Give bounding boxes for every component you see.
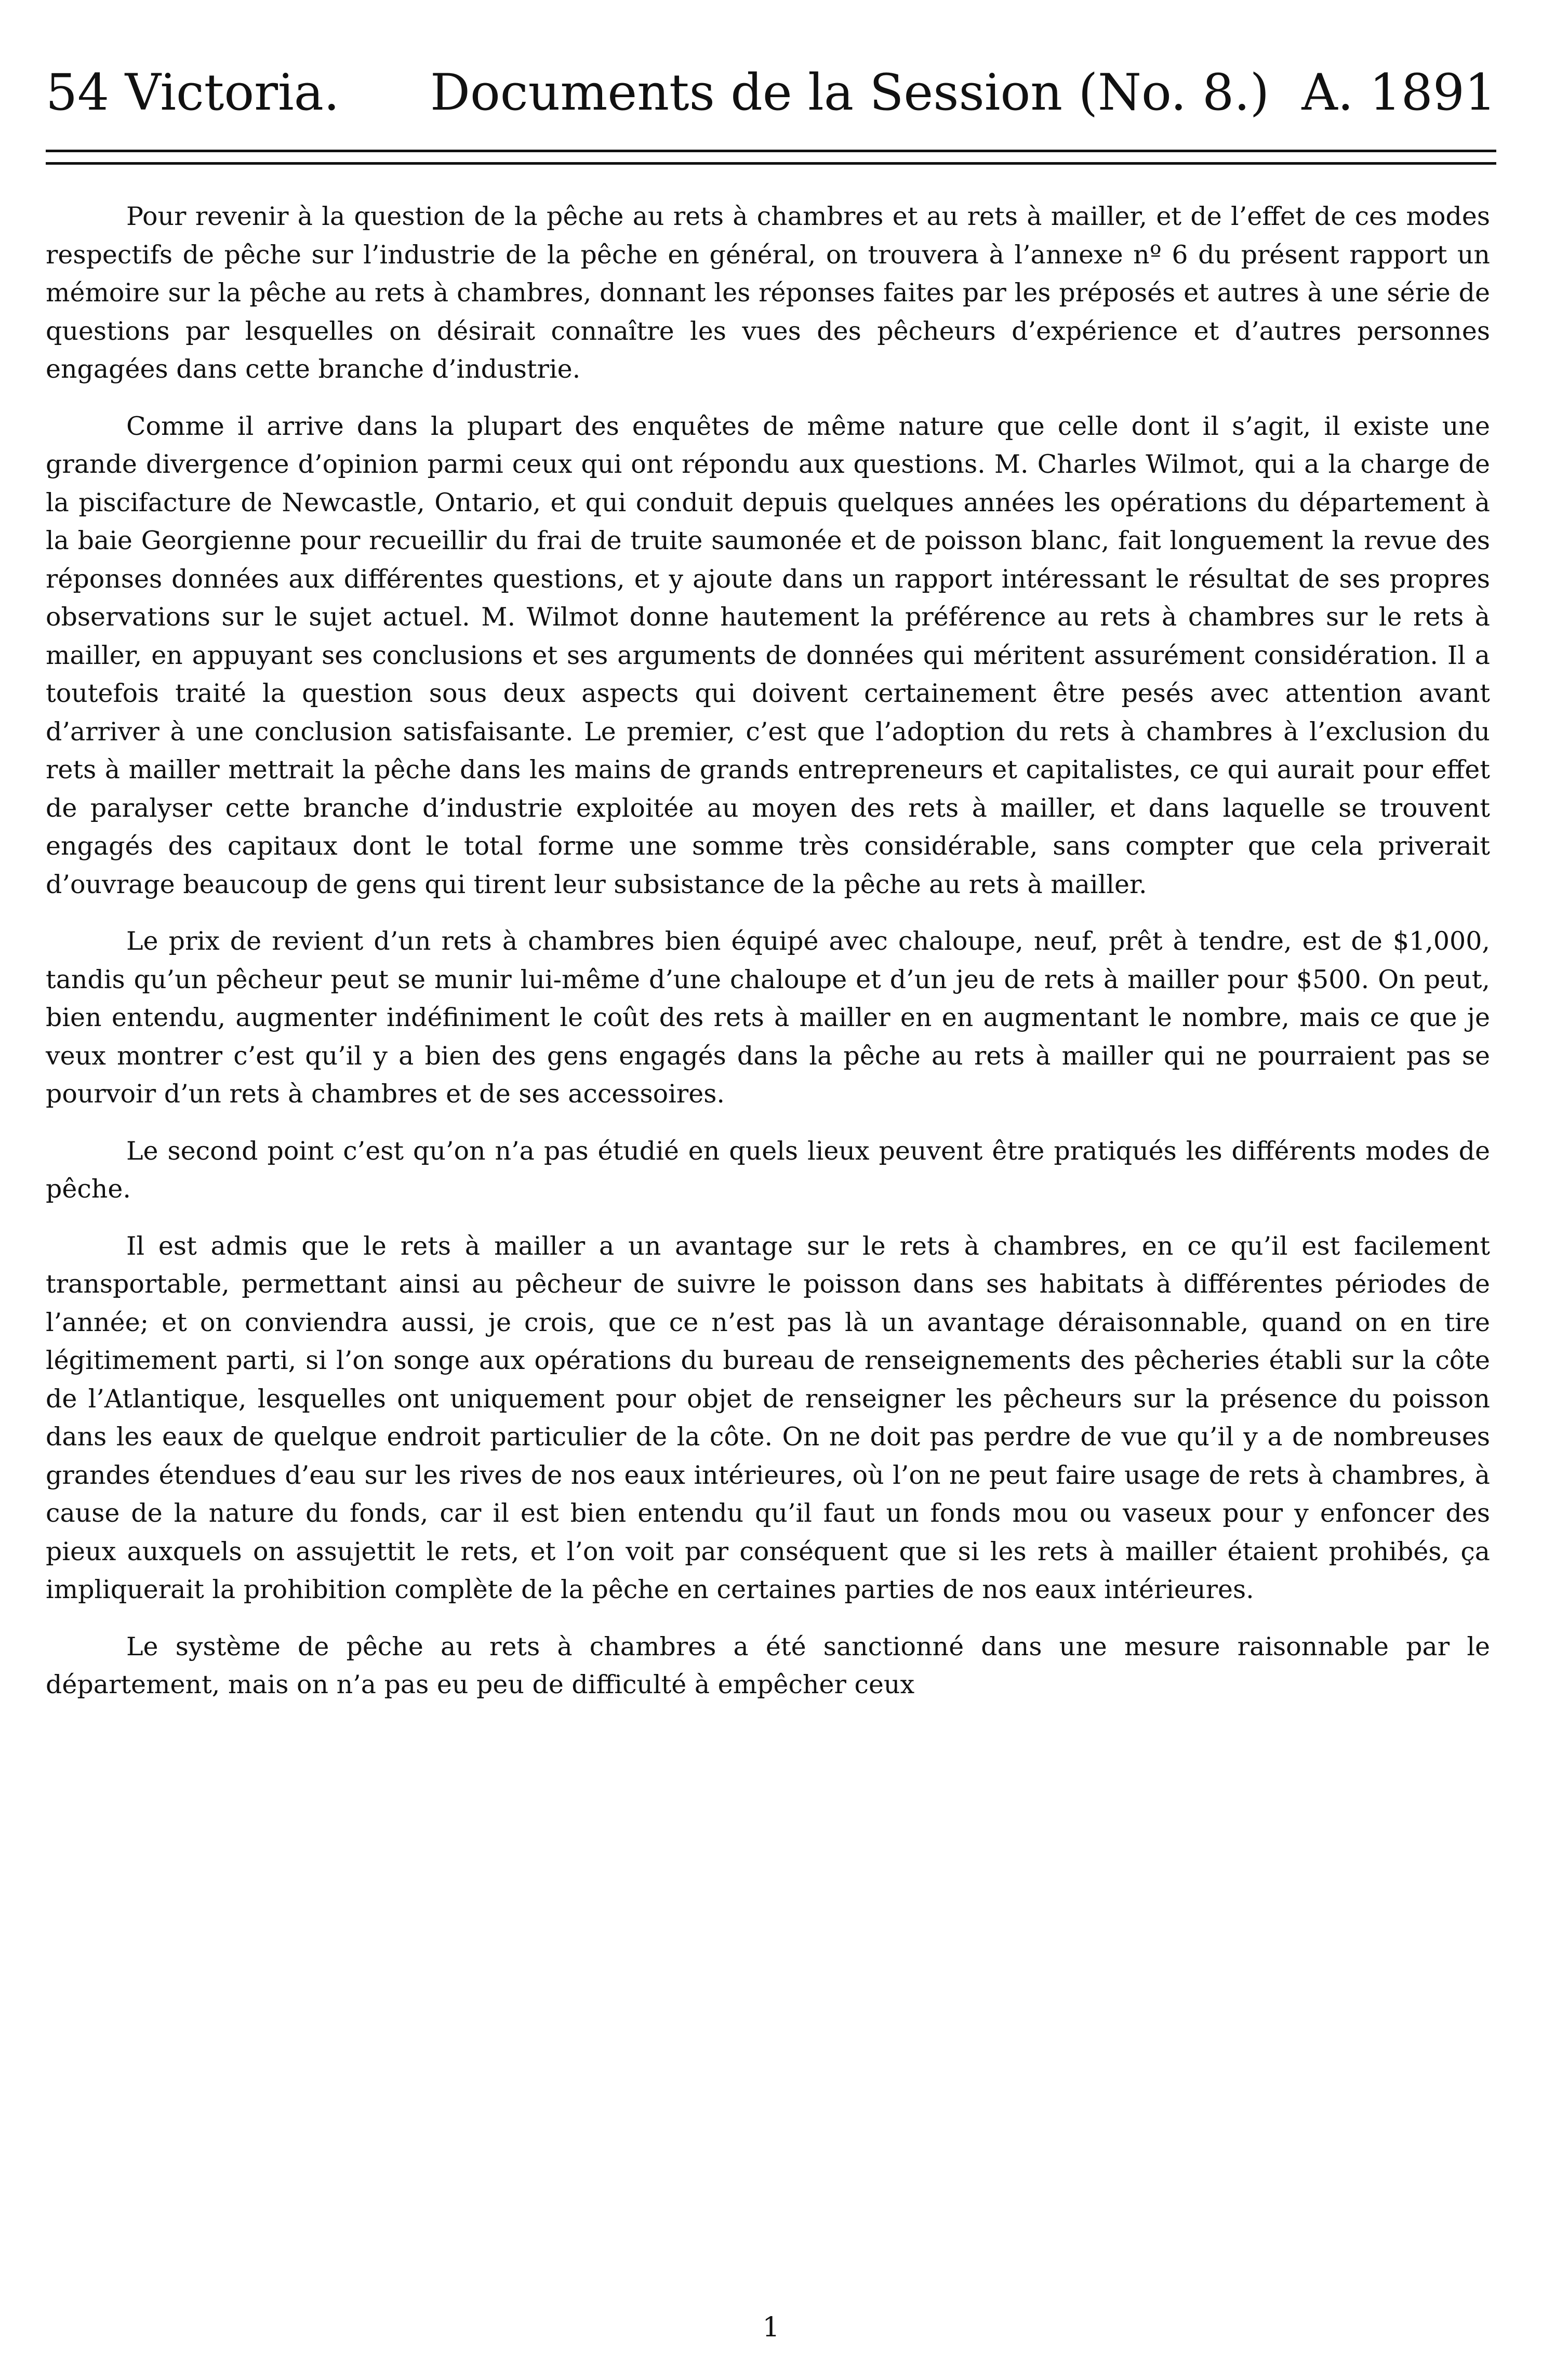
body-text: [46, 197, 1490, 1723]
page-number: 1: [762, 2312, 780, 2343]
header-year: A. 1891: [1301, 63, 1496, 122]
paragraph: Le système de pêche au rets à chambres a été sanctionné dans une mesure raisonnable par le département, mais on n’a pas eu peu de difficulté à empêcher ceux: [46, 1631, 1490, 1699]
paragraph: Il est admis que le rets à mailler a un avantage sur le rets à chambres, en ce qu’il est facilement transportable, permettant ainsi au pêcheur de suivre le poisson dans ses habitats à différentes périodes de l’année; et on conviendra aussi, je crois, que ce n’est pas là un avantage déraisonnable, quand on en tire légitimement parti, si l’on songe aux opérations du bureau de renseignements des pêcheries établi sur la côte de l’Atlantique, lesquelles ont uniquement pour objet de renseigner les pêcheurs sur la présence du poisson dans les eaux de quelque endroit particulier de la côte. On ne doit pas perdre de vue qu’il y a de nombreuses grandes étendues d’eau sur les rives de nos eaux intérieures, où l’on ne peut faire usage de rets à chambres, à cause de la nature du fonds, car il est bien entendu qu’il faut un fonds mou ou vaseux pour y enfoncer des pieux auxquels on assujettit le rets, et l’on voit par conséquent que si les rets à mailler étaient prohibés, ça impliquerait la prohibition complète de la pêche en certaines parties de nos eaux intérieures.: [46, 1231, 1490, 1604]
paragraph: Le second point c’est qu’on n’a pas étudié en quels lieux peuvent être pratiqués les différents modes de pêche.: [46, 1136, 1490, 1204]
header-rule-bottom: [46, 162, 1496, 165]
paragraph: Comme il arrive dans la plupart des enquêtes de même nature que celle dont il s’agit, il existe une grande divergence d’opinion parmi ceux qui ont répondu aux questions. M. Charles Wilmot, qui a la charge de la piscifacture de Newcastle, Ontario, et qui conduit depuis quelques années les opérations du département à la baie Georgienne pour recueillir du frai de truite saumonée et de poisson blanc, fait longuement la revue des réponses données aux différentes questions, et y ajoute dans un rapport intéressant le résultat de ses propres observations sur le sujet actuel. M. Wilmot donne hautement la préférence au rets à chambres sur le rets à mailler, en appuyant ses conclusions et ses arguments de données qui méritent assurément considération. Il a toutefois traité la question sous deux aspects qui doivent certainement être pesés avec attention avant d’arriver à une conclusion satisfaisante. Le premier, c’est que l’adoption du rets à chambres à l’exclusion du rets à mailler mettrait la pêche dans les mains de grands entrepreneurs et capitalistes, ce qui aurait pour effet de paralyser cette branche d’industrie exploitée au moyen des rets à mailler, et dans laquelle se trouvent engagés des capitaux dont le total forme une somme très considérable, sans compter que cela priverait d’ouvrage beaucoup de gens qui tirent leur subsistance de la pêche au rets à mailler.: [46, 411, 1490, 899]
page-header: [46, 61, 1496, 124]
header-title: Documents de la Session (No. 8.): [430, 63, 1270, 122]
paragraph: Pour revenir à la question de la pêche au rets à chambres et au rets à mailler, et de l’effet de ces modes respectifs de pêche sur l’industrie de la pêche en général, on trouvera à l’annexe nº 6 du présent rapport un mémoire sur la pêche au rets à chambres, donnant les réponses faites par les préposés et autres à une série de questions par lesquelles on désirait connaître les vues des pêcheurs d’expérience et d’autres personnes engagées dans cette branche d’industrie.: [46, 202, 1490, 384]
paragraph: Le prix de revient d’un rets à chambres bien équipé avec chaloupe, neuf, prêt à tendre, est de $1,000, tandis qu’un pêcheur peut se munir lui-même d’une chaloupe et d’un jeu de rets à mailler pour $500. On peut, bien entendu, augmenter indéfiniment le coût des rets à mailler en en augmentant le nombre, mais ce que je veux montrer c’est qu’il y a bien des gens engagés dans la pêche au rets à mailler qui ne pourraient pas se pourvoir d’un rets à chambres et de ses accessoires.: [46, 926, 1490, 1109]
header-rule-top: [46, 150, 1496, 152]
header-reign-year: 54 Victoria.: [46, 63, 340, 122]
